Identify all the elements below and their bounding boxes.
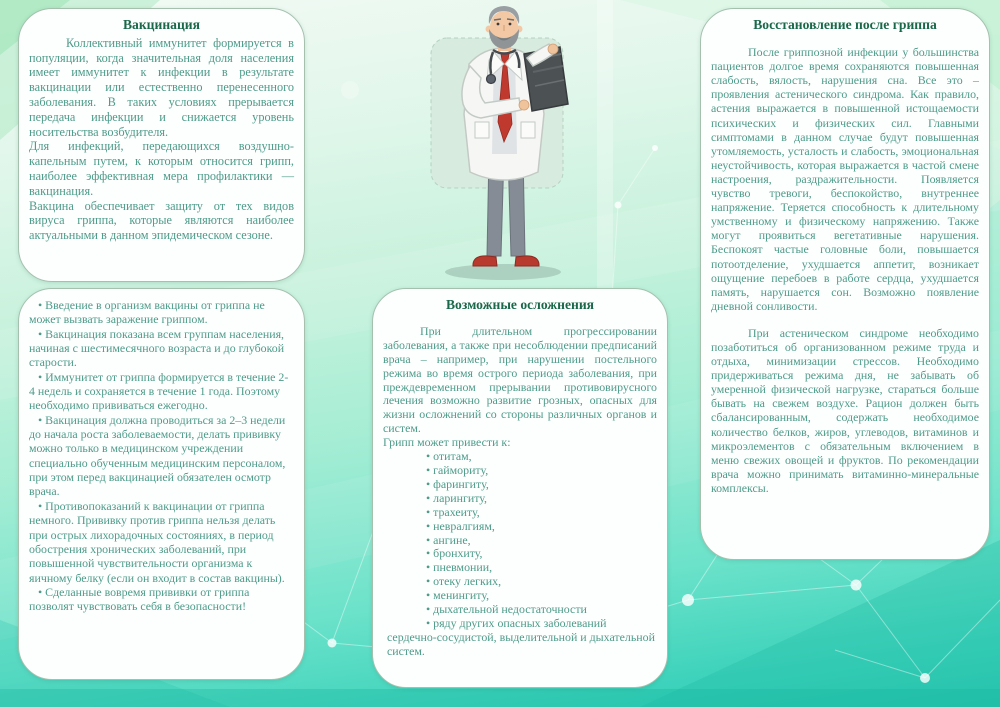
fact-item: • Вакцинация показана всем группам населения, начиная с шестимесячного возраста и до глубокой старости.: [29, 327, 294, 370]
complications-intro: При длительном прогрессировании заболевания, а также при несоблюдении предписаний врача – например, при нарушении постельного режима во время острого периода заболевания, при преждевременном прерывании противовирусного лечения возможно развитие грозных, опасных для жизни осложнений со стороны различных органов и систем.: [383, 323, 657, 436]
fact-item: • Иммунитет от гриппа формируется в течение 2-4 недель и сохраняется в течение 1 года. Поэтому необходимо прививаться ежегодно.: [29, 370, 294, 413]
vaccination-paragraph: Для инфекций, передающихся воздушно-капельным путем, к которым относится грипп, наиболее эффективная мера профилактики — вакцинация.: [29, 139, 294, 198]
recovery-paragraph: После гриппозной инфекции у большинства пациентов долгое время сохраняются повышенная слабость, вялость, нарушения сна. Все это – проявления астенического синдрома. Как правило, астения выражается в повышенной истощаемости психических и физических сил. Главными симптомами в данном случае будут повышенная утомляемость, усталость и слабость, эмоциональная неустойчивость, которая выражается в частой смене настроения, раздражительности. Появляется чувство тревоги, беспокойство, внутреннее напряжение. Теряется способность к длительному умственному и физическому напряжению. Также могут проявиться вегетативные нарушения. Беспокоят частые головные боли, повышается потоотделение, ухудшается аппетит, возникает ощущение перебоев в работе сердца, ухудшается память, нарушается сон. Возможно появление дневной сонливости.: [711, 45, 979, 313]
panel-recovery-title: Восстановление после гриппа: [753, 17, 937, 32]
complication-item: • дыхательной недостаточности: [383, 603, 657, 617]
vaccination-paragraph: Коллективный иммунитет формируется в популяции, когда значительная доля населения имеет иммунитет к инфекции в результате вакцинации или естественно перенесенного заболевания. В таких условиях прерывается передача инфекции и снижается уровень носительства возбудителя.: [29, 35, 294, 139]
complication-item: • отеку легких,: [383, 575, 657, 589]
panel-vaccination-facts: [18, 288, 305, 680]
complication-item: • бронхиту,: [383, 547, 657, 561]
complication-item: • трахеиту,: [383, 506, 657, 520]
panel-recovery: [700, 8, 990, 560]
complication-item: • фарингиту,: [383, 478, 657, 492]
panel-complications-title: Возможные осложнения: [445, 297, 595, 312]
complication-item: • ангине,: [383, 534, 657, 548]
complications-list-lead: Грипп может привести к:: [383, 435, 511, 450]
fact-item: • Сделанные вовремя прививки от гриппа позволят чувствовать себя в безопасности!: [29, 585, 294, 614]
panel-complications: [372, 288, 668, 688]
complication-item: • пневмонии,: [383, 561, 657, 575]
complication-item: • гаймориту,: [383, 464, 657, 478]
panel-vaccination: [18, 8, 305, 282]
fact-item: • Вакцинация должна проводиться за 2–3 недели до начала роста заболеваемости, делать прививку можно только в медицинском учреждении специально обученным медицинским персоналом, при этом перед вакцинацией обязателен осмотр врача.: [29, 413, 294, 499]
complication-item: • отитам,: [383, 450, 657, 464]
fact-item: • Введение в организм вакцины от гриппа не может вызвать заражение гриппом.: [29, 298, 294, 327]
complication-item: • ряду других опасных заболеваний сердечно-сосудистой, выделительной и дыхательной систем.: [383, 617, 657, 659]
panel-vaccination-title: Вакцинация: [122, 17, 200, 32]
complication-item: • менингиту,: [383, 589, 657, 603]
fact-item: • Противопоказаний к вакцинации от гриппа немного. Прививку против гриппа нельзя делать при острых лихорадочных состояниях, в период обострения хронических заболеваний, при повышенной чувствительности организма к яичному белку (если он входит в состав вакцины).: [29, 499, 294, 585]
complication-item: • невралгиям,: [383, 520, 657, 534]
vaccination-paragraph: Вакцина обеспечивает защиту от тех видов вируса гриппа, которые являются наиболее актуальными в данном эпидемическом сезоне.: [29, 198, 294, 243]
recovery-paragraph: При астеническом синдроме необходимо позаботиться об организованном режиме труда и отдыха, минимизации стрессов. Необходимо придерживаться режима дня, не забывать об умеренной физической нагрузке, стараться больше бывать на свежем воздухе. Рацион должен быть сбалансированным, содержать необходимое количество белков, жиров, углеводов, витаминов и микроэлементов с обязательным включением в меню свежих овощей и фруктов. По рекомендации врача можно принимать витаминно-минеральные комплексы.: [711, 325, 979, 495]
doctor-illustration: [423, 2, 607, 287]
complication-item: • ларингиту,: [383, 492, 657, 506]
